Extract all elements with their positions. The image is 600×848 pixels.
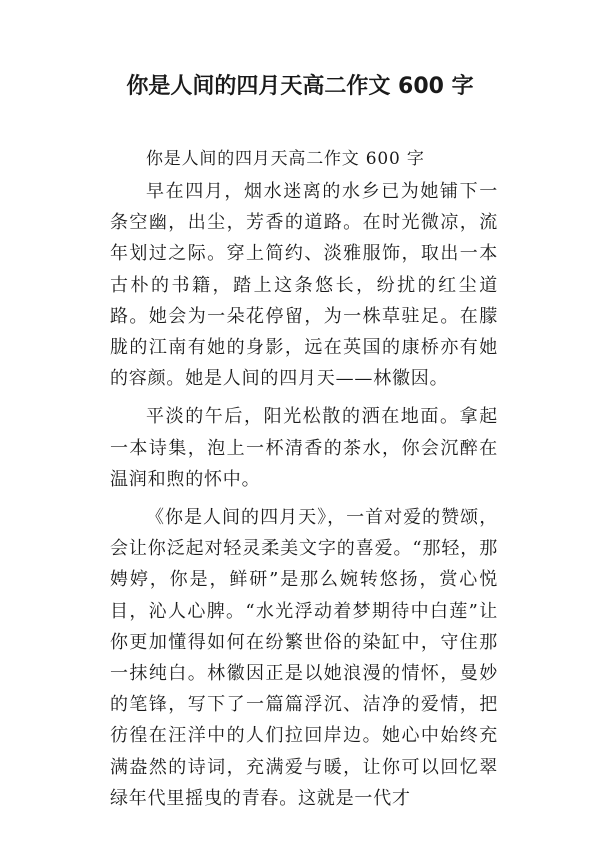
paragraph-3: 《你是人间的四月天》，一首对爱的赞颂，会让你泛起对轻灵柔美文字的喜爱。“那轻，那娉婷，你是，鲜研”是那么婉转悠扬，赏心悦目，沁人心脾。“水光浮动着梦期待中白莲”让你更加懂得如何在纷繁世俗的染缸中，守住那一抹纯白。林徽因正是以她浪漫的情怀，曼妙的笔锋，写下了一篇篇浮沉、洁净的爱情，把彷徨在汪洋中的人们拉回岸边。她心中始终充满盎然的诗词，充满爱与暖，让你可以回忆翠绿年代里摇曳的青春。这就是一代才	[110, 507, 498, 809]
paragraph-2: 平淡的午后，阳光松散的洒在地面。拿起一本诗集，泡上一杯清香的茶水，你会沉醉在温润和煦的怀中。	[110, 406, 498, 490]
paragraph-1: 早在四月，烟水迷离的水乡已为她铺下一条空幽，出尘，芳香的道路。在时光微凉，流年划过之际。穿上简约、淡雅服饰，取出一本古朴的书籍，踏上这条悠长，纷扰的红尘道路。她会为一朵花停留，为一株草驻足。在朦胧的江南有她的身影，远在英国的康桥亦有她的容颜。她是人间的四月天——林徽因。	[110, 181, 498, 390]
page-title: 你是人间的四月天高二作文 600 字	[126, 74, 474, 99]
document-subtitle: 你是人间的四月天高二作文 600 字	[146, 149, 425, 169]
document-body	[110, 146, 498, 821]
